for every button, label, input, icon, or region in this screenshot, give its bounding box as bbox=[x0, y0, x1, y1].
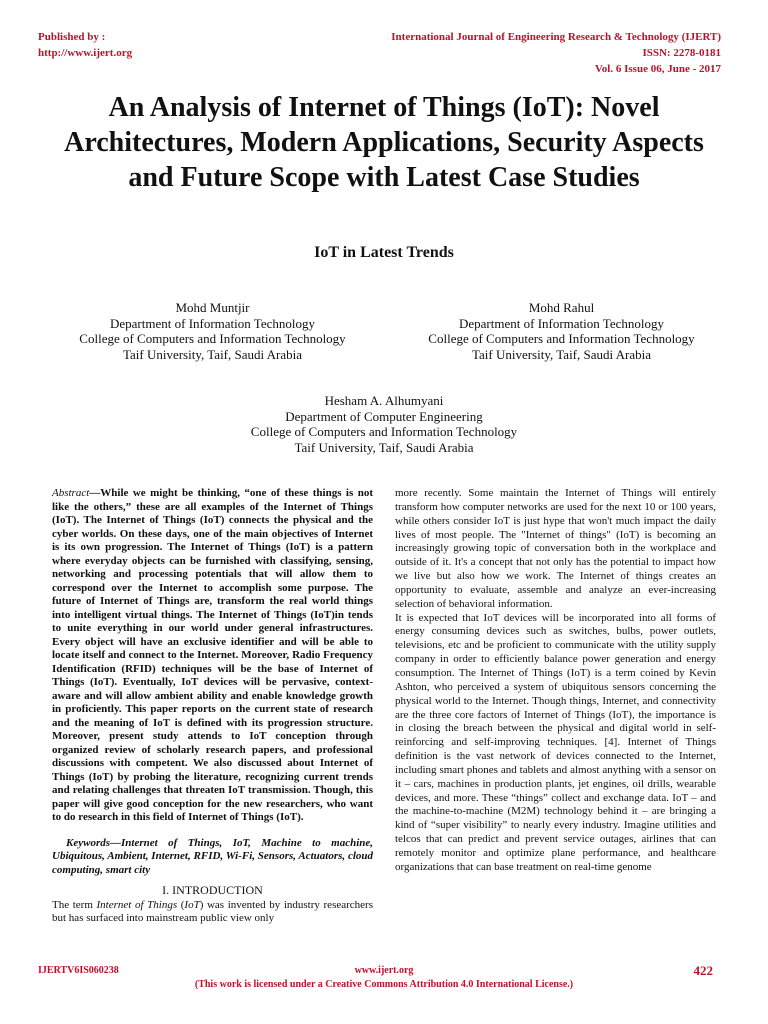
right-column bbox=[395, 487, 716, 875]
author-2 bbox=[401, 300, 722, 362]
body-paragraph: It is expected that IoT devices will be incorporated into all forms of energy consuming devices such as switches, bulbs, power outlets, televisions, etc and be proficient to communicate with the utility supply company in order to efficiently balance power generation and energy consumption. The Internet of Things (IoT) is a term coined by Kevin Ashton, who perceived a system of ubiquitous sensors concerning the physical world to the Internet. Though things, Internet, and connectivity are the three core factors of Internet of Things (IoT), the importance is in closing the breach between the physical and digital world in self-reinforcing and self-improving techniques. [4]. Internet of Things definition is the vast network of devices connected to the Internet, including smart phones and tablets and almost anything with a sensor on it – cars, machines in production plants, jet engines, oil drills, wearable devices, and more. These “things” collect and exchange data. IoT – and the machine-to-machine (M2M) technology behind it – are bringing a kind of “super visibility” to nearly every industry. Imagine utilities and telcos that can predict and prevent service outages, airlines that can remotely monitor and optimize plane performance, and healthcare organizations that can base treatment on real-time genome bbox=[395, 611, 716, 873]
abstract bbox=[52, 487, 373, 825]
abstract-text: —While we might be thinking, “one of these things is not like the others,” these are all examples of the Internet of Things (IoT). The Internet of Things (IoT) connects the physical and the cyber worlds. On these days, one of the main objectives of Internet is its own progression. The Internet of Things (IoT) is a pattern where everyday objects can be furnished with classifying, sensing, networking and processing potentials that will allow them to correspond over the Internet to accomplish some purpose. The future of Internet of Things are, transform the real world things into intelligent virtual things. The Internet of Things (IoT)in tends to unite everything in our world under general infrastructures. Every object will have an exclusive identifier and will be able to locate itself and connect to the Internet. Moreover, Radio Frequency Identification (RFID) techniques will be the base of Internet of Things (IoT). Eventually, IoT devices will be pervasive, context-aware and will allow ambient ability and enable knowledge growth in proficiently. This paper reports on the current state of research and the meaning of IoT is defined with its progression structure. Moreover, present study attends to IoT conception through organized review of scholarly research papers, and professional discussions with competent. We also discussed about Internet of Things (IoT) by probing the literature, recognizing current trends and relating challenges that threaten IoT transmission. Though, this paper will give good conception for the new researchers, who want to do research in this field of Internet of Things (IoT). bbox=[52, 487, 373, 823]
website-link[interactable]: http://www.ijert.org bbox=[38, 47, 133, 59]
section-heading-introduction: I. INTRODUCTION bbox=[162, 883, 263, 897]
author-3 bbox=[184, 393, 584, 455]
author-name: Mohd Muntjir bbox=[175, 300, 250, 315]
abstract-label: Abstract bbox=[52, 487, 90, 499]
footer-website-link[interactable]: www.ijert.org bbox=[354, 965, 414, 976]
left-column bbox=[52, 487, 373, 926]
author-college: College of Computers and Information Technology bbox=[79, 331, 346, 346]
volume-issue: Vol. 6 Issue 06, June - 2017 bbox=[594, 63, 721, 75]
intro-paragraph: The term Internet of Things (IoT) was invented by industry researchers but has surfaced into mainstream public view only bbox=[52, 898, 373, 924]
paper-id: IJERTV6IS060238 bbox=[38, 965, 119, 976]
author-univ: Taif University, Taif, Saudi Arabia bbox=[294, 439, 474, 455]
paper-title: An Analysis of Internet of Things (IoT): Novel Architectures, Modern Applications, Security Aspects and Future Scope with Latest Case Studies bbox=[64, 92, 704, 193]
author-dept: Department of Computer Engineering bbox=[285, 408, 483, 424]
publisher-block bbox=[38, 29, 132, 61]
journal-info-block bbox=[391, 29, 721, 77]
author-college: College of Computers and Information Technology bbox=[428, 331, 695, 346]
body-paragraph: more recently. Some maintain the Internet of Things will entirely transform how computer networks are used for the next 10 or 100 years, while others consider IoT is just hype that won't much impact the daily lives of most people. The "Internet of things" (IoT) is becoming an increasingly growing topic of conversation both in the workplace and outside of it. It's a concept that not only has the potential to impact how we live but also how we work. The Internet of things creates an opportunity to evaluate, assemble and analyze an ever-increasing selection of behavioral information. bbox=[395, 487, 716, 610]
author-name: Mohd Rahul bbox=[528, 300, 595, 315]
paper-subtitle: IoT in Latest Trends bbox=[314, 244, 454, 261]
author-dept: Department of Information Technology bbox=[459, 315, 664, 331]
author-univ: Taif University, Taif, Saudi Arabia bbox=[471, 346, 652, 362]
keywords: Keywords—Internet of Things, IoT, Machine to machine, Ubiquitous, Ambient, Internet, RFID, Wi-Fi, Sensors, Actuators, cloud computing, smart city bbox=[52, 836, 373, 876]
author-univ: Taif University, Taif, Saudi Arabia bbox=[122, 346, 303, 362]
issn: ISSN: 2278-0181 bbox=[642, 47, 721, 59]
author-1 bbox=[52, 300, 373, 362]
page-number: 422 bbox=[693, 963, 713, 978]
license-note: (This work is licensed under a Creative Commons Attribution 4.0 International License.) bbox=[194, 979, 574, 990]
author-college: College of Computers and Information Technology bbox=[250, 424, 518, 439]
author-dept: Department of Information Technology bbox=[110, 315, 315, 331]
published-by-label: Published by : bbox=[38, 31, 106, 43]
author-name: Hesham A. Alhumyani bbox=[324, 393, 444, 408]
journal-name: International Journal of Engineering Research & Technology (IJERT) bbox=[391, 31, 721, 43]
